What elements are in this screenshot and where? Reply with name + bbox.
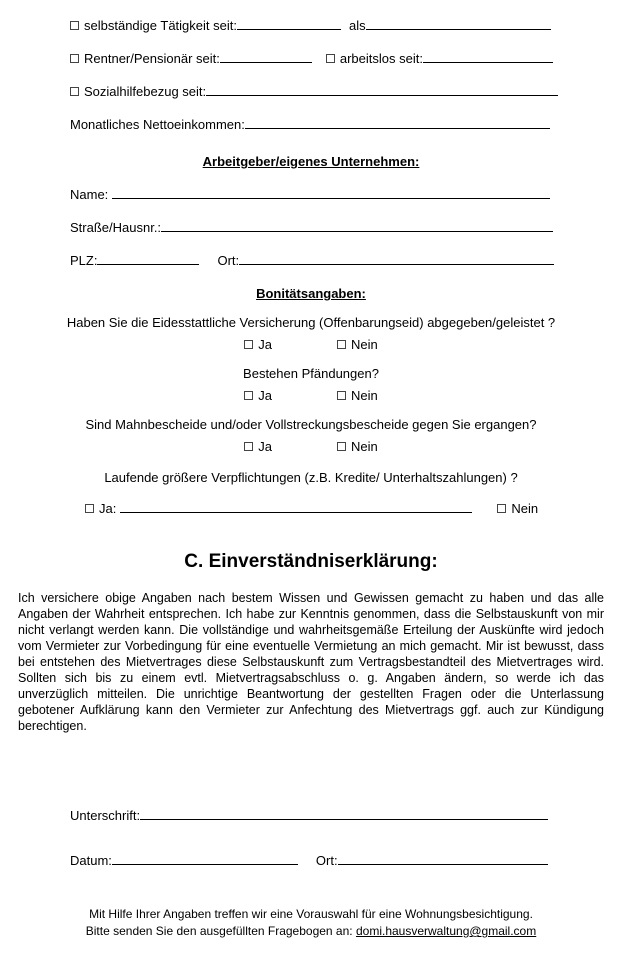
income-field[interactable]	[245, 117, 550, 129]
q3-nein-checkbox[interactable]	[337, 442, 346, 451]
self-employed-since-field[interactable]	[237, 18, 341, 30]
credit-question-2-answers	[0, 388, 622, 403]
row-employer-name	[70, 187, 622, 202]
employer-section-title: Arbeitgeber/eigenes Unternehmen:	[202, 154, 420, 169]
als-label: als	[348, 18, 366, 33]
signature-field[interactable]	[140, 808, 548, 820]
obligations-nein-checkbox[interactable]	[497, 504, 506, 513]
employer-street-label: Straße/Hausnr.:	[70, 220, 162, 235]
retiree-since-field[interactable]	[220, 51, 312, 63]
obligations-ja-checkbox[interactable]	[85, 504, 94, 513]
obligations-ja-label: Ja:	[99, 501, 117, 516]
employer-name-field[interactable]	[112, 187, 550, 199]
q3-ja-answer	[244, 439, 272, 454]
row-employer-street	[70, 220, 622, 235]
q2-nein-checkbox[interactable]	[337, 391, 346, 400]
consent-title: C. Einverständniserklärung:	[184, 551, 438, 572]
row-date-place	[70, 853, 622, 868]
employer-street-field[interactable]	[161, 220, 553, 232]
self-employed-as-field[interactable]	[366, 18, 551, 30]
income-label: Monatliches Nettoeinkommen:	[70, 117, 245, 132]
unemployed-label: arbeitslos seit:	[339, 51, 423, 66]
employer-city-label: Ort:	[217, 253, 240, 268]
credit-question-3-answers	[0, 439, 622, 454]
credit-question-1: Haben Sie die Eidesstattliche Versicherung (Offenbarungseid) abgegeben/geleistet ?	[66, 315, 556, 330]
q1-ja-label: Ja	[258, 337, 272, 352]
q2-nein-answer	[337, 388, 378, 403]
q2-ja-checkbox[interactable]	[244, 391, 253, 400]
obligations-nein-label: Nein	[511, 501, 539, 516]
obligations-detail-field[interactable]	[120, 501, 472, 513]
obligations-answers	[85, 501, 622, 516]
q2-ja-label: Ja	[258, 388, 272, 403]
row-welfare	[70, 84, 622, 99]
employer-city-field[interactable]	[239, 253, 554, 265]
unemployed-checkbox[interactable]	[326, 54, 335, 63]
signature-label: Unterschrift:	[70, 808, 141, 823]
retiree-label: Rentner/Pensionär seit:	[84, 51, 220, 66]
q1-nein-answer	[337, 337, 378, 352]
q3-nein-label: Nein	[350, 439, 378, 454]
row-employer-zip-city	[70, 253, 622, 268]
place-field[interactable]	[338, 853, 548, 865]
employer-zip-field[interactable]	[97, 253, 199, 265]
unemployed-since-field[interactable]	[423, 51, 553, 63]
employer-zip-label: PLZ:	[70, 253, 98, 268]
footer-line1: Mit Hilfe Ihrer Angaben treffen wir eine Vorauswahl für eine Wohnungsbesichtigung.	[89, 907, 533, 921]
row-signature	[70, 808, 622, 823]
footer	[0, 906, 622, 940]
employer-name-label: Name:	[70, 187, 109, 202]
credit-section-title: Bonitätsangaben:	[256, 286, 366, 301]
q1-ja-checkbox[interactable]	[244, 340, 253, 349]
credit-question-3: Sind Mahnbescheide und/oder Vollstreckungsbescheide gegen Sie ergangen?	[85, 417, 537, 432]
footer-line2-prefix: Bitte senden Sie den ausgefüllten Fragebogen an:	[85, 924, 353, 938]
obligations-question: Laufende größere Verpflichtungen (z.B. Kredite/ Unterhaltszahlungen) ?	[104, 470, 518, 485]
footer-line2	[0, 923, 622, 940]
date-label: Datum:	[70, 853, 112, 868]
email-link[interactable]: domi.hausverwaltung@gmail.com	[355, 924, 537, 938]
q3-nein-answer	[337, 439, 378, 454]
row-self-employed	[70, 18, 622, 33]
q3-ja-label: Ja	[258, 439, 272, 454]
q1-nein-label: Nein	[350, 337, 378, 352]
self-employed-checkbox[interactable]	[70, 21, 79, 30]
date-field[interactable]	[112, 853, 298, 865]
obligations-nein-answer	[497, 501, 538, 516]
consent-body: Ich versichere obige Angaben nach bestem Wissen und Gewissen gemacht zu haben und das alle Angaben der Wahrheit entsprechen. Ich habe zur Kenntnis genommen, dass die Selbstauskunft von mir nicht verlangt werden kann. Die vollständige und wahrheitsgemäße Erteilung der Auskünfte wird jedoch vom Vermieter zur Vorbedingung für eine eventuelle Vermietung an mich gemacht. Mir ist bewusst, dass bei entstehen des Mietvertrages diese Selbstauskunft zum Vertragsbestandteil des Mietvertrages wird. Sollten sich bis zu einem evtl. Mietvertragsabschluss o. g. Angaben ändern, so werde ich das unverzüglich mitteilen. Die unrichtige Beantwortung der gestellten Fragen oder die Unterlassung gebotener Aufklärung kann den Vermieter zur Anfechtung des Mietvertrags ggf. auch zur Kündigung berechtigen.	[18, 591, 604, 733]
welfare-checkbox[interactable]	[70, 87, 79, 96]
q1-nein-checkbox[interactable]	[337, 340, 346, 349]
retiree-checkbox[interactable]	[70, 54, 79, 63]
credit-question-2: Bestehen Pfändungen?	[243, 366, 379, 381]
credit-question-1-answers	[0, 337, 622, 352]
q1-ja-answer	[244, 337, 272, 352]
q2-ja-answer	[244, 388, 272, 403]
row-income	[70, 117, 622, 132]
q3-ja-checkbox[interactable]	[244, 442, 253, 451]
self-employed-label: selbständige Tätigkeit seit:	[84, 18, 237, 33]
place-label: Ort:	[315, 853, 338, 868]
row-retiree-unemployed	[70, 51, 622, 66]
welfare-label: Sozialhilfebezug seit:	[84, 84, 207, 99]
welfare-since-field[interactable]	[206, 84, 558, 96]
q2-nein-label: Nein	[350, 388, 378, 403]
